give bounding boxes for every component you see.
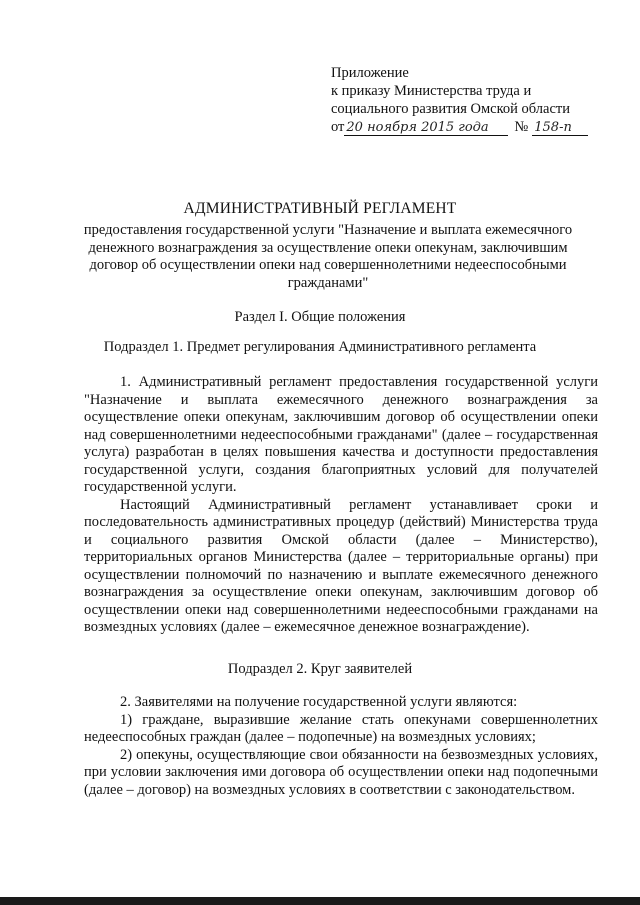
paragraph-1: 1. Административный регламент предоставления государственной услуги "Назначение и выплата ежемесячного денежного вознаграждения за осуществление опеки опекунам, заключившим договор об осуществлении опеки над совершеннолетними недееспособными гражданами" (далее – государственная услуга) разработан в целях повышения качества и доступности предоставления государственной услуги, создания благоприятных условий для получателей государственной услуги. bbox=[84, 374, 598, 495]
appendix-ministry-line: социального развития Омской области bbox=[331, 101, 570, 117]
handwritten-number: 158-п bbox=[532, 120, 588, 136]
from-label: от bbox=[331, 119, 345, 135]
appendix-block bbox=[331, 64, 621, 136]
appendix-order-line: к приказу Министерства труда и bbox=[331, 83, 532, 99]
subsection-heading-1: Подраздел 1. Предмет регулирования Административного регламента bbox=[103, 339, 537, 355]
body-block-2 bbox=[84, 694, 598, 799]
document-subtitle: предоставления государственной услуги "Назначение и выплата ежемесячного денежного вознаграждения за осуществление опеки опекунам, заключившим договор об осуществлении опеки над совершеннолетними недееспособными гражданами" bbox=[83, 222, 573, 291]
paragraph-2: Настоящий Административный регламент устанавливает сроки и последовательность административных процедур (действий) Министерства труда и социального развития Омской области (далее – Министерство), территориальных органов Министерства (далее – территориальные органы) при осуществлении полномочий по назначению и выплате ежемесячного денежного вознаграждения за осуществление опеки опекунам, заключившим договор об осуществлении опеки над совершеннолетними недееспособными гражданами на возмездных условиях (далее – ежемесячное денежное вознаграждение). bbox=[84, 496, 598, 635]
scan-bottom-edge bbox=[0, 897, 640, 905]
section-heading: Раздел I. Общие положения bbox=[234, 309, 406, 325]
appendix-heading: Приложение bbox=[331, 65, 409, 81]
appendix-date-number-line bbox=[331, 118, 621, 136]
handwritten-date: 20 ноября 2015 года bbox=[344, 120, 508, 136]
number-label: № bbox=[514, 119, 529, 135]
subsection-heading-2: Подраздел 2. Круг заявителей bbox=[227, 661, 413, 677]
paragraph-5: 2) опекуны, осуществляющие свои обязанности на безвозмездных условиях, при условии заключения ими договора об осуществлении опеки над подопечными (далее – договор) на возмездных условиях в соответствии с законодательством. bbox=[84, 746, 598, 798]
paragraph-4: 1) граждане, выразившие желание стать опекунами совершеннолетних недееспособных граждан (далее – подопечные) на возмездных условиях; bbox=[84, 711, 598, 745]
body-block-1 bbox=[84, 374, 598, 637]
paragraph-3: 2. Заявителями на получение государственной услуги являются: bbox=[120, 694, 518, 710]
document-title: АДМИНИСТРАТИВНЫЙ РЕГЛАМЕНТ bbox=[183, 200, 457, 217]
